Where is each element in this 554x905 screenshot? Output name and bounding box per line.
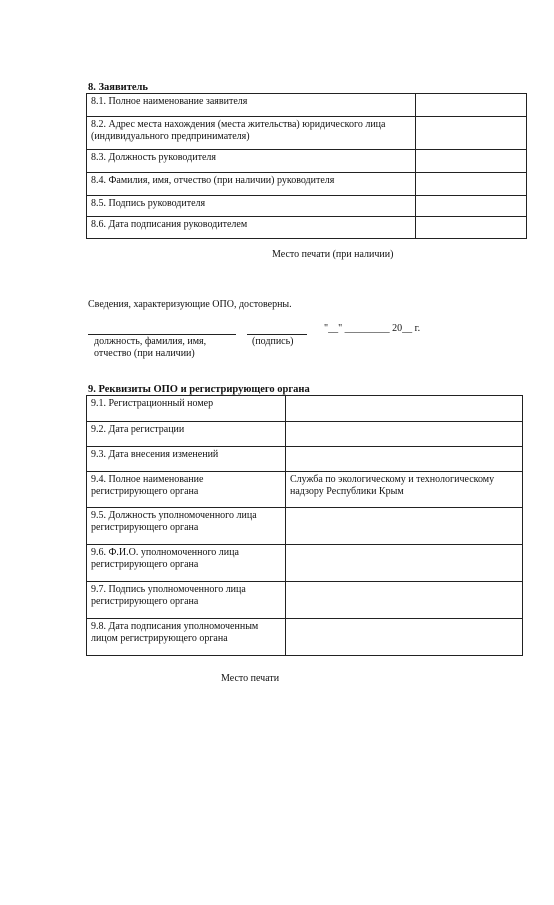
section8-heading: 8. Заявитель	[88, 82, 148, 93]
table-row	[87, 447, 523, 472]
row-label: 9.7. Подпись уполномоченного лица регистрирующего органа	[87, 582, 286, 619]
attest-statement: Сведения, характеризующие ОПО, достоверны.	[88, 299, 292, 310]
table-row	[87, 94, 527, 117]
table-row	[87, 422, 523, 447]
row-value[interactable]	[416, 196, 527, 217]
position-line[interactable]	[88, 334, 236, 335]
row-label: 8.6. Дата подписания руководителем	[87, 217, 416, 239]
table-row	[87, 545, 523, 582]
row-label: 9.4. Полное наименование регистрирующего органа	[87, 472, 286, 508]
table-row	[87, 217, 527, 239]
row-value[interactable]	[416, 94, 527, 117]
row-value[interactable]	[286, 508, 523, 545]
row-label: 8.2. Адрес места нахождения (места жительства) юридического лица (индивидуального предпринимателя)	[87, 117, 416, 150]
signature-caption: (подпись)	[252, 336, 294, 347]
row-label: 8.5. Подпись руководителя	[87, 196, 416, 217]
stamp-note: Место печати (при наличии)	[272, 249, 394, 260]
row-value[interactable]	[416, 150, 527, 173]
table-row	[87, 508, 523, 545]
signature-line[interactable]	[247, 334, 307, 335]
row-value[interactable]	[286, 422, 523, 447]
table-row	[87, 619, 523, 656]
table-row	[87, 173, 527, 196]
row-value[interactable]	[286, 582, 523, 619]
stamp-note-registrar: Место печати	[221, 673, 280, 684]
row-value[interactable]	[286, 447, 523, 472]
row-value[interactable]	[416, 117, 527, 150]
row-value[interactable]	[286, 396, 523, 422]
row-label: 8.4. Фамилия, имя, отчество (при наличии) руководителя	[87, 173, 416, 196]
registration-table	[86, 395, 523, 656]
row-value[interactable]	[416, 173, 527, 196]
row-label: 8.3. Должность руководителя	[87, 150, 416, 173]
table-row	[87, 396, 523, 422]
row-label: 8.1. Полное наименование заявителя	[87, 94, 416, 117]
position-caption-1: должность, фамилия, имя,	[94, 336, 207, 347]
row-value: Служба по экологическому и технологическому надзору Республики Крым	[286, 472, 523, 508]
row-label: 9.2. Дата регистрации	[87, 422, 286, 447]
position-caption-2: отчество (при наличии)	[94, 348, 195, 359]
table-row	[87, 150, 527, 173]
date-field[interactable]: "__" _________ 20__ г.	[324, 323, 421, 334]
table-row	[87, 472, 523, 508]
row-label: 9.8. Дата подписания уполномоченным лицом регистрирующего органа	[87, 619, 286, 656]
table-row	[87, 582, 523, 619]
row-label: 9.3. Дата внесения изменений	[87, 447, 286, 472]
applicant-table	[86, 93, 527, 239]
row-label: 9.6. Ф.И.О. уполномоченного лица регистрирующего органа	[87, 545, 286, 582]
row-value[interactable]	[416, 217, 527, 239]
table-row	[87, 196, 527, 217]
row-label: 9.1. Регистрационный номер	[87, 396, 286, 422]
table-row	[87, 117, 527, 150]
row-value[interactable]	[286, 619, 523, 656]
row-value[interactable]	[286, 545, 523, 582]
section9-heading: 9. Реквизиты ОПО и регистрирующего органа	[88, 384, 310, 395]
row-label: 9.5. Должность уполномоченного лица регистрирующего органа	[87, 508, 286, 545]
